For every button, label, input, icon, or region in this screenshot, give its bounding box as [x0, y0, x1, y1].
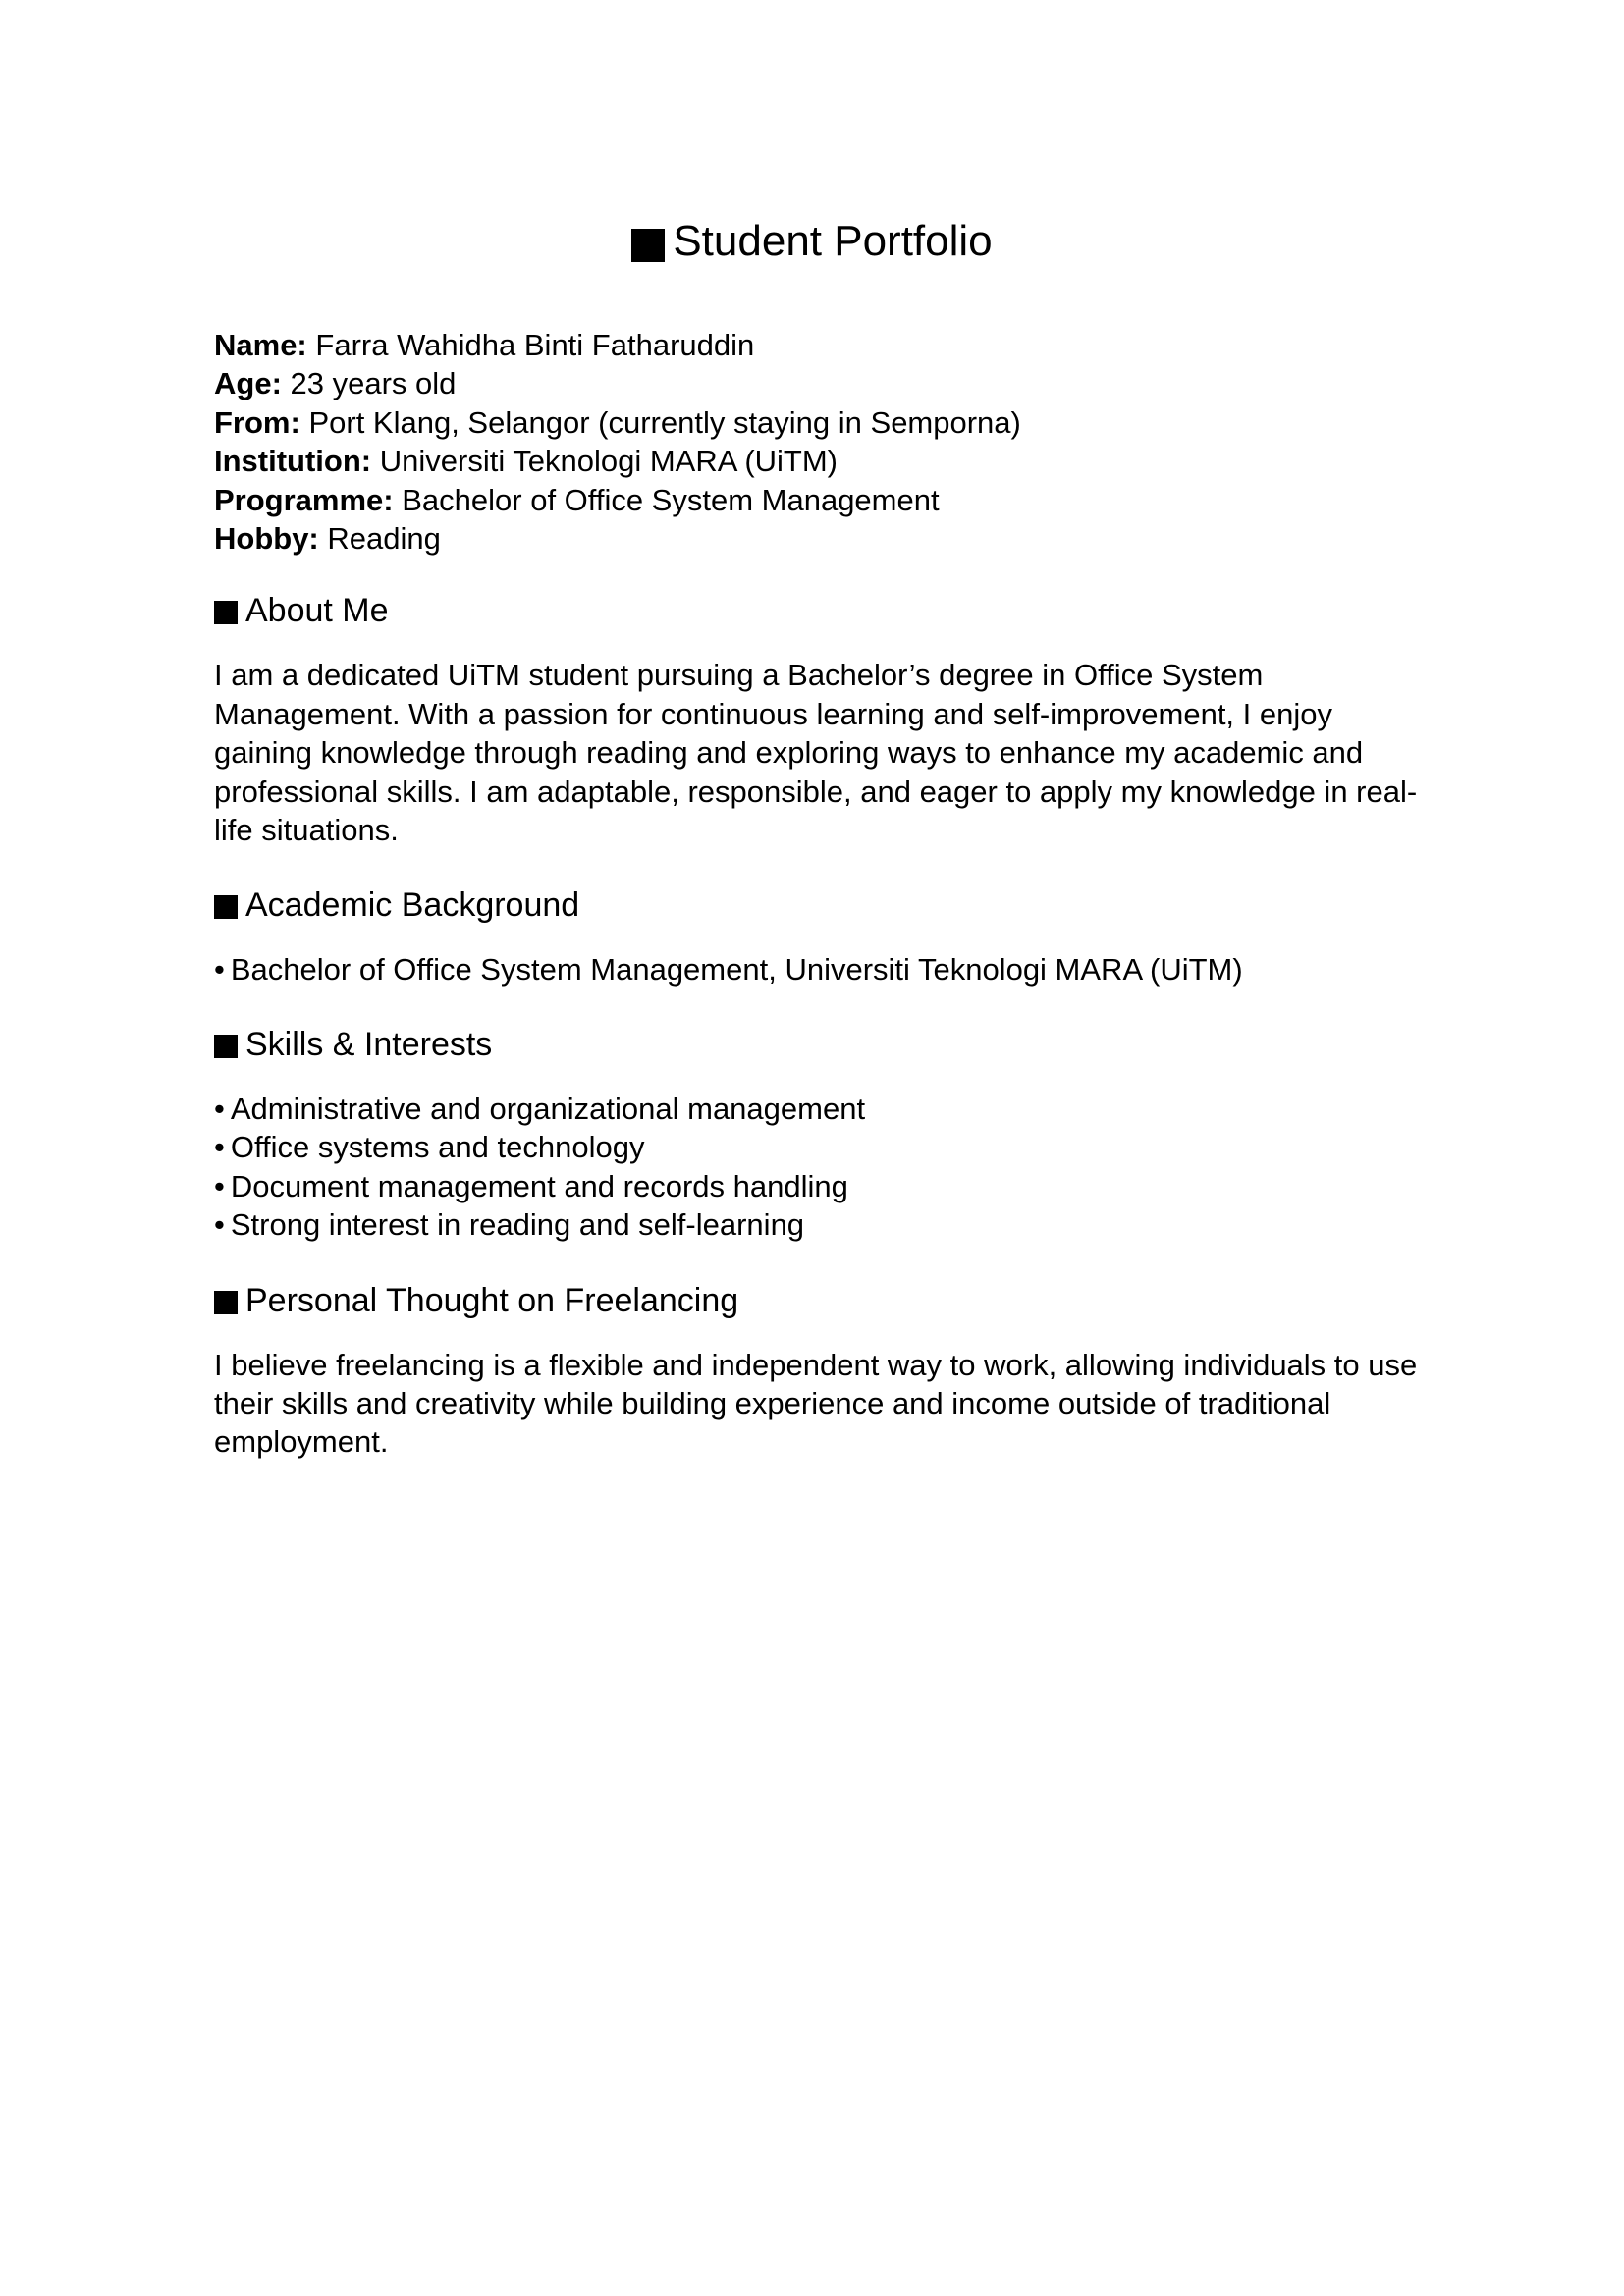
section-heading-academic [214, 883, 1410, 927]
info-value: Port Klang, Selangor (currently staying in Semporna) [308, 404, 1021, 440]
info-row-name [214, 326, 1410, 364]
list-item [214, 1167, 1410, 1205]
info-row-hobby [214, 519, 1410, 558]
section-heading-text: Academic Background [245, 886, 580, 925]
info-label: Institution: [214, 444, 372, 479]
about-paragraph: I am a dedicated UiTM student pursuing a Bachelor’s degree in Office System Management. With a passion for continuous learning and self-improvement, I enjoy gaining knowledge through reading and exploring ways to enhance my academic and professional skills. I am adaptable, responsible, and eager to apply my knowledge in real-life situations. [214, 658, 1418, 848]
list-item [214, 950, 1410, 988]
list-item-text: Administrative and organizational management [230, 1091, 866, 1126]
list-item-text: Office systems and technology [230, 1130, 645, 1165]
bullet-icon: • [214, 1168, 225, 1203]
section-heading-text: Personal Thought on Freelancing [245, 1281, 739, 1319]
info-value: Bachelor of Office System Management [402, 482, 940, 517]
list-item-text: Bachelor of Office System Management, Universiti Teknologi MARA (UiTM) [230, 952, 1243, 988]
info-row-institution [214, 442, 1410, 480]
section-heading-freelancing [214, 1279, 1410, 1322]
page-title: Student Portfolio [673, 217, 993, 265]
info-row-programme [214, 481, 1410, 519]
black-square-icon [214, 601, 238, 624]
title-row [214, 214, 1410, 269]
info-label: From: [214, 404, 300, 440]
info-value: 23 years old [290, 366, 457, 401]
freelancing-paragraph: I believe freelancing is a flexible and independent way to work, allowing individuals to use their skills and creativity while building experience and income outside of traditional employment. [214, 1347, 1418, 1460]
list-item-text: Strong interest in reading and self-learning [230, 1207, 805, 1243]
info-row-from [214, 403, 1410, 442]
info-label: Programme: [214, 482, 394, 517]
black-square-icon [214, 895, 238, 919]
black-square-icon [214, 1035, 238, 1058]
info-value: Farra Wahidha Binti Fatharuddin [315, 328, 755, 362]
bullet-icon: • [214, 952, 225, 988]
bullet-icon: • [214, 1207, 225, 1243]
black-square-icon [214, 1291, 238, 1314]
personal-info [214, 326, 1410, 558]
list-item-text: Document management and records handling [230, 1168, 848, 1203]
list-item [214, 1090, 1410, 1128]
black-square-icon [631, 229, 665, 262]
list-item [214, 1205, 1410, 1244]
section-heading-skills [214, 1023, 1410, 1066]
section-heading-text: About Me [245, 592, 389, 630]
skills-list [214, 1090, 1410, 1245]
info-value: Universiti Teknologi MARA (UiTM) [379, 444, 839, 479]
info-label: Name: [214, 328, 307, 362]
section-heading-text: Skills & Interests [245, 1025, 493, 1063]
bullet-icon: • [214, 1130, 225, 1165]
list-item [214, 1128, 1410, 1166]
info-label: Age: [214, 366, 282, 401]
section-heading-about [214, 589, 1410, 632]
info-label: Hobby: [214, 521, 319, 557]
academic-list [214, 950, 1410, 988]
info-value: Reading [327, 521, 441, 557]
bullet-icon: • [214, 1091, 225, 1126]
info-row-age [214, 364, 1410, 402]
